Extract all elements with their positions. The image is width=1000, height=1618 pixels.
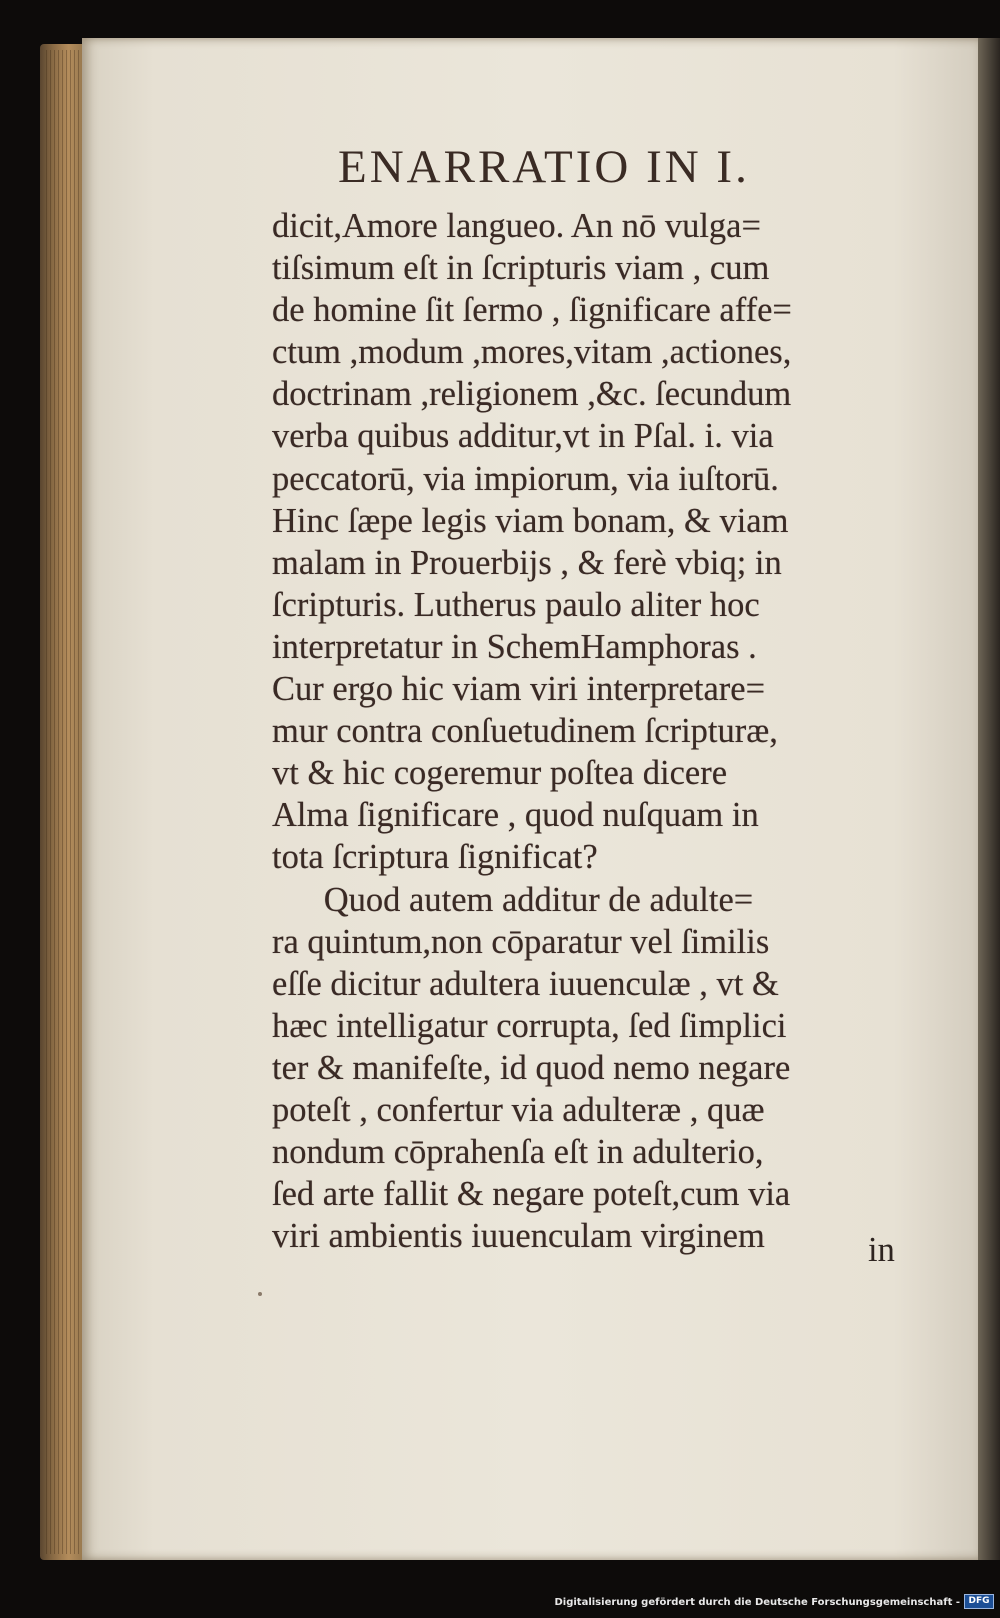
text-line: nondum cōprahenſa eſt in adulterio, bbox=[272, 1133, 764, 1172]
text-line: doctrinam ,religionem ,&c. ſecundum bbox=[272, 375, 792, 414]
paper-speck bbox=[258, 1292, 262, 1296]
text-line: peccatorū, via impiorum, via iuſtorū. bbox=[272, 459, 779, 498]
text-line: ctum ,modum ,mores,vitam ,actiones, bbox=[272, 333, 792, 372]
text-line: hæc intelligatur corrupta, ſed ſimplici bbox=[272, 1006, 787, 1045]
text-line: de homine ſit ſermo , ſignificare affe= bbox=[272, 291, 792, 330]
text-line: mur contra conſuetudinem ſcripturæ, bbox=[272, 712, 778, 751]
text-line: poteſt , confertur via adulteræ , quæ bbox=[272, 1090, 765, 1129]
text-line: ter & manifeſte, id quod nemo negare bbox=[272, 1048, 791, 1087]
text-line: ra quintum,non cōparatur vel ſimilis bbox=[272, 922, 770, 961]
digitization-footer bbox=[0, 1592, 1000, 1612]
text-line: vt & hic cogeremur poſtea dicere bbox=[272, 754, 728, 793]
text-line: malam in Prouerbijs , & ferè vbiq; in bbox=[272, 543, 782, 582]
text-line: Alma ſignificare , quod nuſquam in bbox=[272, 796, 759, 835]
text-line: Quod autem additur de adulte= bbox=[272, 880, 754, 919]
text-line: eſſe dicitur adultera iuuenculæ , vt & bbox=[272, 964, 779, 1003]
text-line: Cur ergo hic viam viri interpretare= bbox=[272, 670, 766, 709]
text-line: ſcripturis. Lutherus paulo aliter hoc bbox=[272, 585, 760, 624]
gutter-shadow bbox=[978, 38, 1000, 1560]
text-line: dicit,Amore langueo. An nō vulga= bbox=[272, 207, 761, 245]
running-head: ENARRATIO IN I. bbox=[338, 141, 750, 193]
text-line: viri ambientis iuuenculam virginem bbox=[272, 1217, 765, 1256]
fore-edge-texture bbox=[46, 50, 86, 1554]
text-line: tota ſcriptura ſignificat? bbox=[272, 838, 598, 877]
dfg-logo: DFG bbox=[964, 1594, 994, 1609]
catchword: in bbox=[868, 1231, 895, 1269]
page-text bbox=[272, 205, 912, 1257]
text-line: Hinc ſæpe legis viam bonam, & viam bbox=[272, 501, 789, 540]
text-line: verba quibus additur,vt in Pſal. i. via bbox=[272, 417, 774, 456]
text-line: tiſsimum eſt in ſcripturis viam , cum bbox=[272, 249, 770, 288]
funding-credit: Digitalisierung gefördert durch die Deutsche Forschungsgemeinschaft - bbox=[554, 1597, 960, 1608]
text-line: ſed arte fallit & negare poteſt,cum via bbox=[272, 1175, 791, 1214]
text-line: interpretatur in SchemHamphoras . bbox=[272, 627, 757, 666]
